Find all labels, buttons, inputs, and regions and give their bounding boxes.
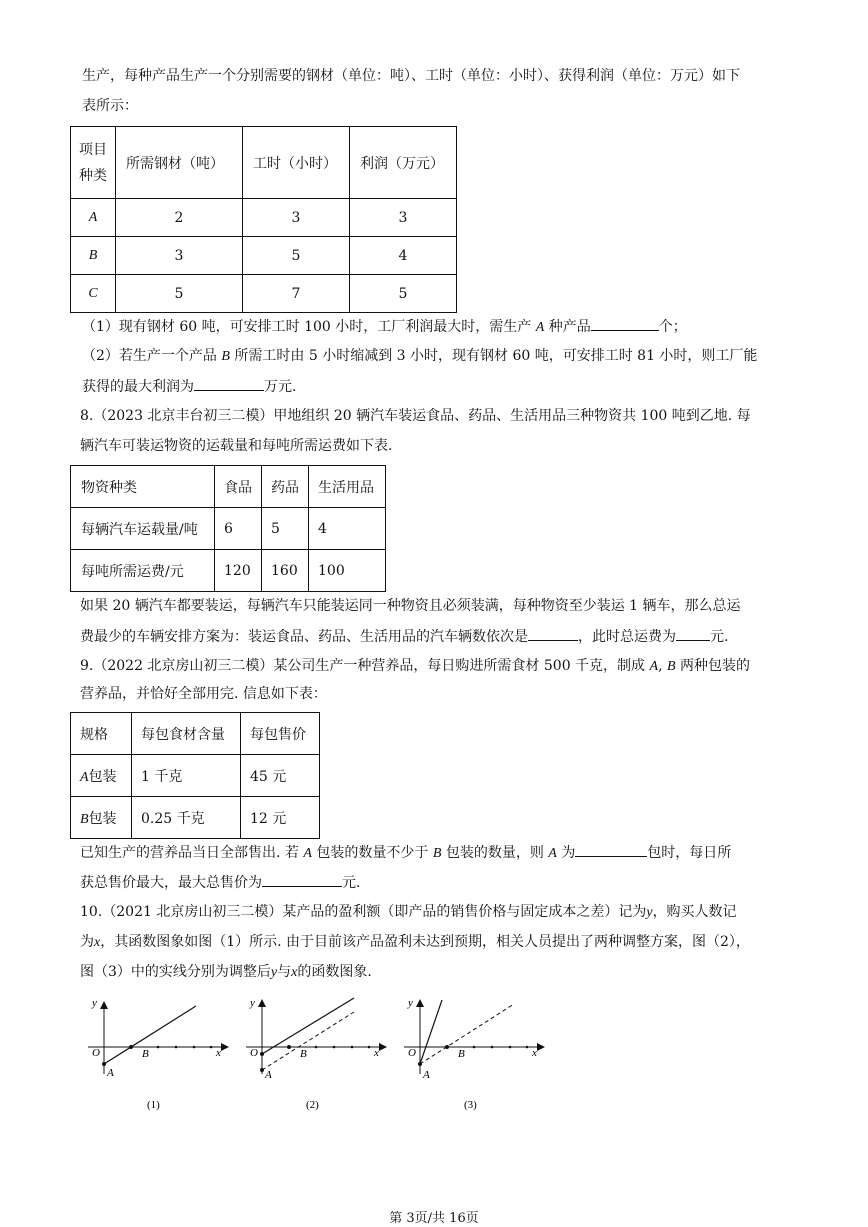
table-header-cell: 所需钢材（吨） bbox=[116, 127, 243, 199]
table-row bbox=[71, 508, 386, 550]
q9-comma: , bbox=[658, 658, 663, 674]
q10-line-3-text-3: 的函数图象. bbox=[297, 964, 372, 980]
table-cell: 3 bbox=[243, 199, 350, 237]
table-row bbox=[71, 797, 320, 839]
table-row bbox=[71, 755, 320, 797]
table-cell: 12 元 bbox=[241, 797, 320, 839]
q10-var: y bbox=[646, 905, 653, 920]
table-cell: 4 bbox=[309, 508, 386, 550]
graph-caption: (2) bbox=[306, 1099, 319, 1111]
graph-line-dashed bbox=[420, 1004, 514, 1064]
q7-part2 bbox=[82, 346, 757, 367]
q9-line-3-text-3: 包装的数量，则 bbox=[445, 845, 544, 861]
origin-label: O bbox=[250, 1047, 258, 1059]
origin-label: O bbox=[92, 1047, 100, 1059]
product-table bbox=[70, 126, 457, 313]
table-row bbox=[71, 713, 320, 755]
axis-label-x: x bbox=[374, 1047, 379, 1059]
axis-label-y: y bbox=[250, 997, 255, 1009]
table-header-cell: 药品 bbox=[262, 466, 309, 508]
axis-label-x: x bbox=[216, 1047, 221, 1059]
graph-3 bbox=[404, 997, 544, 1111]
q7-part2-cont bbox=[82, 376, 296, 397]
answer-blank[interactable] bbox=[194, 376, 264, 391]
graph-2 bbox=[246, 997, 386, 1111]
axis-label-y: y bbox=[408, 997, 413, 1009]
table-cell: 每辆汽车运载量/吨 bbox=[71, 508, 215, 550]
q10-line-2-text: 为 bbox=[80, 934, 94, 950]
table-header-cell: 规格 bbox=[71, 713, 132, 755]
table-cell: 5 bbox=[116, 275, 243, 313]
table-cell bbox=[71, 797, 132, 839]
point-label-b: B bbox=[142, 1048, 149, 1060]
page-footer: 第 3页/共 16页 bbox=[389, 1211, 479, 1226]
table-header-cell: 生活用品 bbox=[309, 466, 386, 508]
q8-line-2: 辆汽车可装运物资的运载量和每吨所需运费如下表. bbox=[80, 438, 393, 454]
table-cell: 0.25 千克 bbox=[132, 797, 241, 839]
q9-line-1-text: 9.（2022 北京房山初三二模）某公司生产一种营养品，每日购进所需食材 500 千克，制成 bbox=[80, 658, 646, 674]
point-label-a: A bbox=[423, 1069, 430, 1081]
table-row bbox=[71, 237, 457, 275]
table-cell: A bbox=[71, 199, 116, 237]
q7-part2-var: B bbox=[221, 349, 230, 364]
table-row bbox=[71, 466, 386, 508]
table-cell: 160 bbox=[262, 550, 309, 592]
table-cell: C bbox=[71, 275, 116, 313]
table-cell: 1 千克 bbox=[132, 755, 241, 797]
table-cell-label: 包装 bbox=[88, 810, 117, 827]
q9-line-3 bbox=[80, 842, 731, 864]
graph-line-solid bbox=[420, 1000, 442, 1064]
table-cell: 3 bbox=[116, 237, 243, 275]
q8-line-1: 8.（2023 北京丰台初三二模）甲地组织 20 辆汽车装运食品、药品、生活用品三种物资共 100 吨到乙地. 每 bbox=[80, 408, 751, 424]
q9-line-4-text-2: 元. bbox=[342, 875, 361, 891]
q7-part1-text: （1）现有钢材 60 吨，可安排工时 100 小时，工厂利润最大时，需生产 bbox=[82, 319, 532, 335]
intro-line-2: 表所示： bbox=[82, 98, 138, 114]
q9-line-3-text: 已知生产的营养品当日全部售出. 若 bbox=[80, 845, 299, 861]
q7-part1 bbox=[82, 316, 687, 338]
table-row bbox=[71, 550, 386, 592]
q9-line-3-text-2: 包装的数量不少于 bbox=[316, 845, 429, 861]
q8-line-4-text-3: 元. bbox=[710, 629, 729, 645]
answer-blank[interactable] bbox=[262, 872, 342, 887]
answer-blank[interactable] bbox=[591, 316, 659, 331]
q7-part2-text: （2）若生产一个产品 bbox=[82, 348, 217, 364]
header-kind-label: 种类 bbox=[79, 167, 107, 184]
table-cell: 2 bbox=[116, 199, 243, 237]
point-label-a: A bbox=[107, 1067, 114, 1079]
q8-line-4 bbox=[80, 626, 728, 647]
q10-var: x bbox=[94, 935, 101, 950]
table-row bbox=[71, 127, 457, 199]
table-header-cell: 利润（万元） bbox=[350, 127, 457, 199]
answer-blank[interactable] bbox=[528, 626, 578, 641]
function-graphs bbox=[0, 992, 868, 1132]
q7-part1-text-3: 个； bbox=[658, 319, 687, 335]
table-header-cell: 每包售价 bbox=[241, 713, 320, 755]
q9-line-4 bbox=[80, 872, 360, 893]
q10-line-1-text: 10.（2021 北京房山初三二模）某产品的盈利额（即产品的销售价格与固定成本之差）记为 bbox=[80, 904, 647, 920]
graph-caption: (3) bbox=[464, 1099, 477, 1111]
q9-line-1 bbox=[80, 656, 750, 677]
q7-part2-text-3: 获得的最大利润为 bbox=[82, 379, 194, 395]
table-cell: 120 bbox=[215, 550, 262, 592]
graph-caption: (1) bbox=[147, 1099, 160, 1111]
table-cell-var: B bbox=[80, 811, 89, 827]
table-header-cell: 每包食材含量 bbox=[132, 713, 241, 755]
answer-blank[interactable] bbox=[676, 626, 710, 641]
axis-label-y: y bbox=[92, 997, 97, 1009]
q10-var: x bbox=[291, 965, 298, 980]
table-cell: 4 bbox=[350, 237, 457, 275]
table-cell: 3 bbox=[350, 199, 457, 237]
q10-var: y bbox=[270, 965, 278, 980]
q7-part2-text-4: 万元. bbox=[264, 379, 297, 395]
table-cell: B bbox=[71, 237, 116, 275]
q9-line-4-text: 获总售价最大，最大总售价为 bbox=[80, 875, 262, 891]
q10-line-1 bbox=[80, 902, 737, 923]
q9-line-3-text-4: 为 bbox=[561, 845, 576, 861]
q7-part1-text-2: 种产品 bbox=[548, 319, 591, 335]
point-label-b: B bbox=[458, 1048, 465, 1060]
q9-line-2: 营养品，并恰好全部用完. 信息如下表： bbox=[80, 686, 327, 702]
table-cell: 45 元 bbox=[241, 755, 320, 797]
header-item-label: 项目 bbox=[79, 141, 107, 158]
table-cell bbox=[71, 755, 132, 797]
table-cell: 7 bbox=[243, 275, 350, 313]
q7-part1-var: A bbox=[535, 320, 545, 335]
table-cell-var: A bbox=[80, 769, 89, 785]
q9-var: B bbox=[666, 659, 676, 674]
q8-line-3: 如果 20 辆汽车都要装运，每辆汽车只能装运同一种物资且必须装满，每种物资至少装运 1 辆车，那么总运 bbox=[80, 598, 741, 614]
q10-line-3-text-2: 与 bbox=[277, 964, 292, 980]
q7-part2-text-2: 所需工时由 5 小时缩减到 3 小时，现有钢材 60 吨，可安排工时 81 小时，则工厂能 bbox=[234, 348, 758, 364]
q9-line-1-text-2: 两种包装的 bbox=[680, 658, 750, 674]
q9-var: A bbox=[303, 846, 312, 861]
graph-line-solid bbox=[104, 1006, 196, 1064]
q8-table bbox=[70, 465, 386, 592]
origin-label: O bbox=[408, 1047, 416, 1059]
q8-line-4-text-2: ，此时总运费为 bbox=[578, 629, 676, 645]
q10-line-1-text-2: ，购买人数记 bbox=[652, 904, 737, 920]
answer-blank[interactable] bbox=[575, 842, 647, 857]
table-cell: 每吨所需运费/元 bbox=[71, 550, 215, 592]
table-row bbox=[71, 275, 457, 313]
table-cell: 5 bbox=[262, 508, 309, 550]
q10-line-3 bbox=[80, 962, 372, 983]
graph-line-dashed bbox=[262, 1012, 354, 1070]
q10-line-3-text: 图（3）中的实线分别为调整后 bbox=[80, 964, 271, 980]
intro-line-1: 生产，每种产品生产一个分别需要的钢材（单位：吨）、工时（单位：小时）、获得利润（单位：万元）如下 bbox=[82, 68, 740, 84]
point-label-b: B bbox=[300, 1048, 307, 1060]
table-cell-label: 包装 bbox=[88, 768, 117, 785]
axis-label-x: x bbox=[532, 1047, 537, 1059]
q10-line-2 bbox=[80, 932, 750, 953]
point-label-a: A bbox=[265, 1069, 272, 1081]
graph-1 bbox=[88, 997, 228, 1111]
table-header-cell: 食品 bbox=[215, 466, 262, 508]
table-row bbox=[71, 199, 457, 237]
graph-line-solid bbox=[262, 998, 354, 1054]
q9-var: A bbox=[649, 659, 659, 674]
table-header-cell: 物资种类 bbox=[71, 466, 215, 508]
table-cell: 6 bbox=[215, 508, 262, 550]
table-cell: 5 bbox=[243, 237, 350, 275]
q9-table bbox=[70, 712, 320, 839]
table-header-cell bbox=[71, 127, 116, 199]
q9-line-3-text-5: 包时，每日所 bbox=[647, 845, 732, 861]
table-cell: 5 bbox=[350, 275, 457, 313]
table-cell: 100 bbox=[309, 550, 386, 592]
q9-var: A bbox=[548, 846, 557, 861]
q9-var: B bbox=[432, 846, 442, 861]
q8-line-4-text: 费最少的车辆安排方案为：装运食品、药品、生活用品的汽车辆数依次是 bbox=[80, 629, 528, 645]
q10-line-2-text-2: ，其函数图象如图（1）所示. 由于目前该产品盈利未达到预期，相关人员提出了两种调整方案，图（2）， bbox=[100, 934, 750, 950]
table-header-cell: 工时（小时） bbox=[243, 127, 350, 199]
